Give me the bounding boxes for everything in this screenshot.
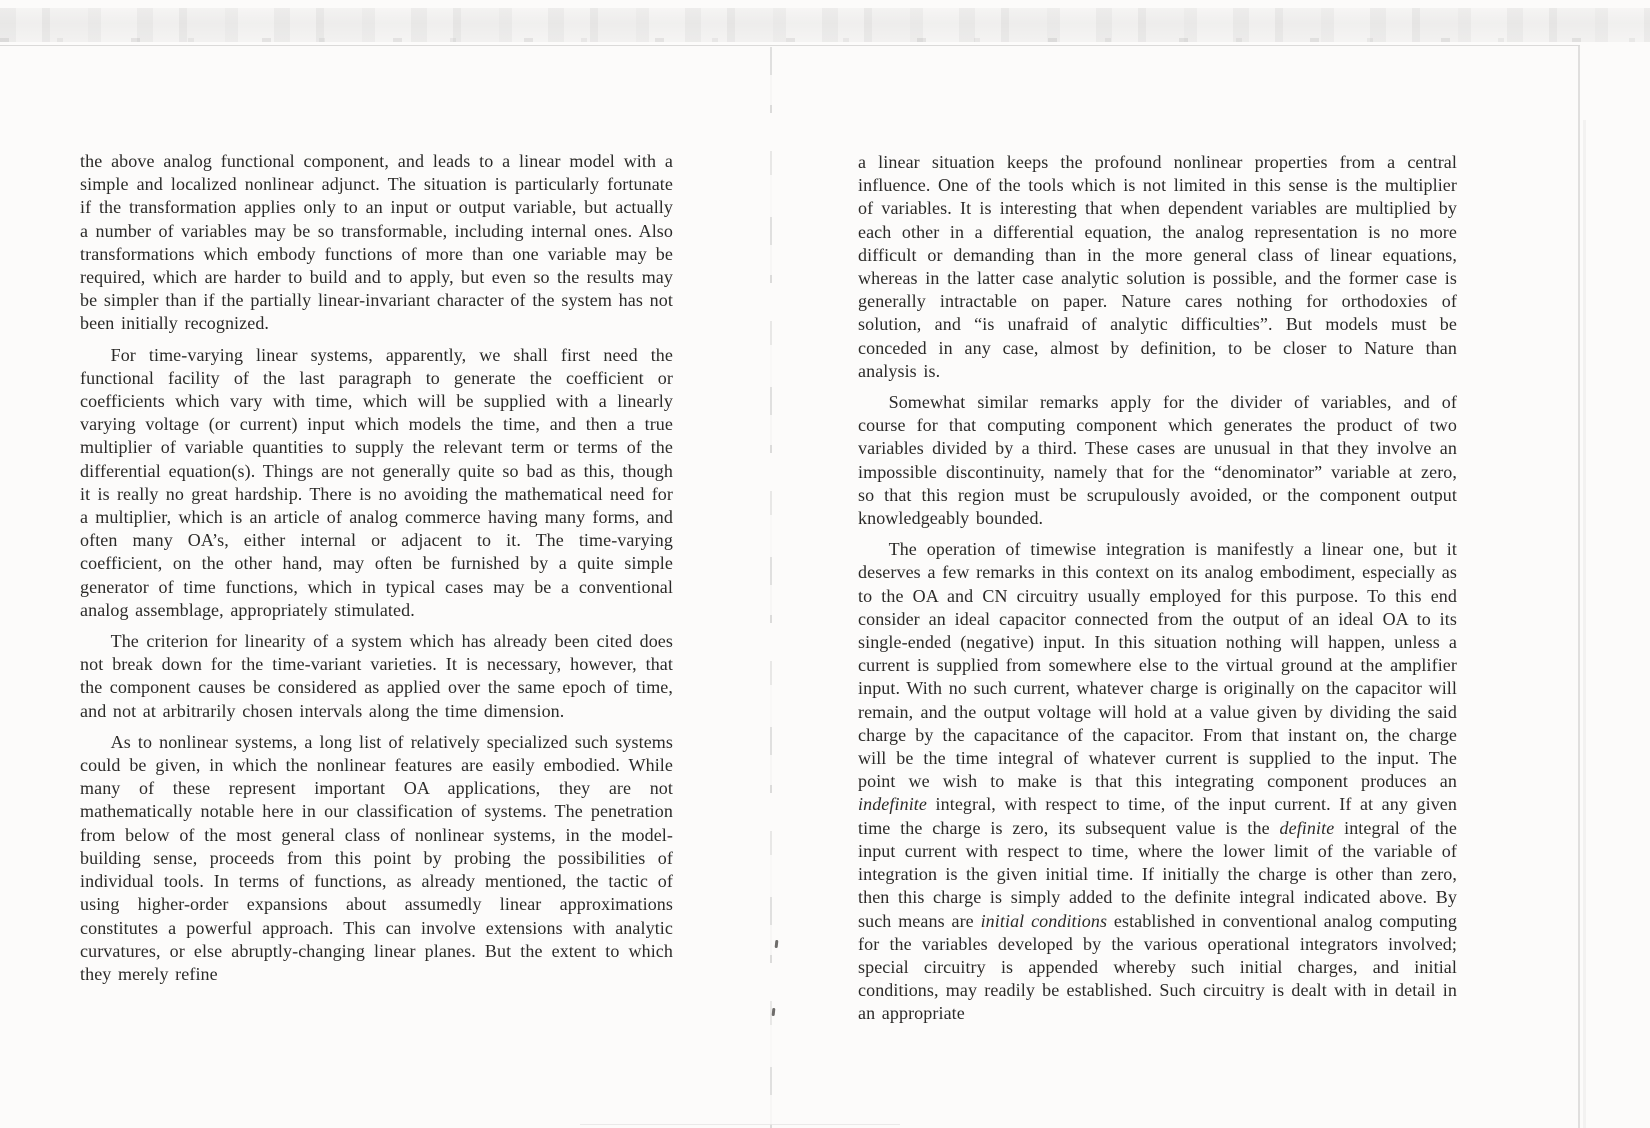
scan-noise-specks <box>0 38 1650 42</box>
scan-noise-band <box>0 8 1650 42</box>
scan-bottom-edge-line <box>580 1124 900 1125</box>
paragraph: a linear situation keeps the profound nonlinear properties from a central influence. One of the tools which is not limited in this sense is the multiplier of variables. It is interesting that when dependent variables are multiplied by each other in a differential equation, the analog representation is no more difficult or demanding than in the more general class of linear equations, whereas in the latter case analytic solution is possible, and the former case is generally intractable on paper. Nature cares nothing for orthodoxies of solution, and “is unafraid of analytic difficulties”. But models must be conceded in any case, almost by definition, to be closer to Nature than analysis is. <box>858 152 1457 381</box>
paragraph: As to nonlinear systems, a long list of relatively specialized such systems could be given, in which the nonlinear features are easily embodied. While many of these represent important OA applications, they are not mathematically notable here in our classification of systems. The penetration from below of the most general class of nonlinear systems, in the model-building sense, proceeds from this point by probing the possibilities of individual tools. In terms of functions, as already mentioned, the tactic of using higher-order expansions about assumedly linear approximations constitutes a powerful approach. This can involve extensions with analytic curvatures, or else abruptly-changing linear planes. But the extent to which they merely refine <box>80 731 673 984</box>
gutter-speck <box>775 940 779 948</box>
paragraph: For time-varying linear systems, apparently, we shall first need the functional facility of the last paragraph to generate the coefficient or coefficients which vary with time, which will be supplied with a linearly varying voltage (or current) input which models the time, and then a true multiplier of variable quantities to supply the relevant term or terms of the differential equation(s). Things are not generally quite so bad as this, though it is really no great hardship. There is no avoiding the mathematical need for a multiplier, which is an article of analog commerce having many forms, and often many OA’s, either internal or adjacent to it. The time-varying coefficient, on the other hand, may often be furnished by a quite simple generator of time functions, which in typical cases may be a conventional analog assemblage, appropriately stimulated. <box>80 344 673 620</box>
left-page-text <box>80 150 673 986</box>
paragraph: The criterion for linearity of a system which has already been cited does not break down for the time-variant varieties. It is necessary, however, that the component causes be considered as applied over the same epoch of time, and not at arbitrarily chosen intervals along the time dimension. <box>80 631 673 721</box>
paragraph: Somewhat similar remarks apply for the divider of variables, and of course for that computing component which generates the product of two variables divided by a third. These cases are unusual in that they involve an impossible discontinuity, namely that for the “denominator” variable at zero, so that this region must be scrupulously avoided, or the component output knowledgeably bounded. <box>858 392 1457 529</box>
page-right-edge-shadow <box>1583 120 1586 1128</box>
gutter-speck <box>772 1008 776 1016</box>
right-page-text <box>858 151 1457 1026</box>
paragraph: The operation of timewise integration is manifestly a linear one, but it deserves a few remarks in this context on its analog embodiment, especially as to the OA and CN circuitry usually employed for this purpose. To this end consider an ideal capacitor connected from the output of an ideal OA to its single-ended (negative) input. In this situation nothing will happen, unless a current is supplied from somewhere else to the virtual ground at the amplifier input. With no such current, whatever charge is originally on the capacitor will remain, and the output voltage will hold at a value given by dividing the said charge by the capacitance of the capacitor. From that instant on, the charge will be the time integral of whatever current is supplied to the input. The point we wish to make is that this integrating component produces an indefinite integral, with respect to time, of the input current. If at any given time the charge is zero, its subsequent value is the definite integral of the input current with respect to time, where the lower limit of the variable of integration is the given initial time. If initially the charge is other than zero, then this charge is simply added to the definite integral indicated above. By such means are initial conditions established in conventional analog computing for the variables developed by the various operational integrators involved; special circuitry is appended whereby such initial charges, and initial conditions, may readily be established. Such circuitry is dealt with in detail in an appropriate <box>858 539 1457 1024</box>
page-right-edge-line <box>1578 46 1580 1128</box>
gutter-fold-line <box>770 47 772 1128</box>
page-top-edge-line <box>0 45 1580 46</box>
paragraph: the above analog functional component, and leads to a linear model with a simple and localized nonlinear adjunct. The situation is particularly fortunate if the transformation applies only to an input or output variable, but actually a number of variables may be so transformable, including internal ones. Also transformations which embody functions of more than one variable may be required, which are harder to build and to apply, but even so the results may be simpler than if the partially linear-invariant character of the system has not been initially recognized. <box>80 151 673 334</box>
